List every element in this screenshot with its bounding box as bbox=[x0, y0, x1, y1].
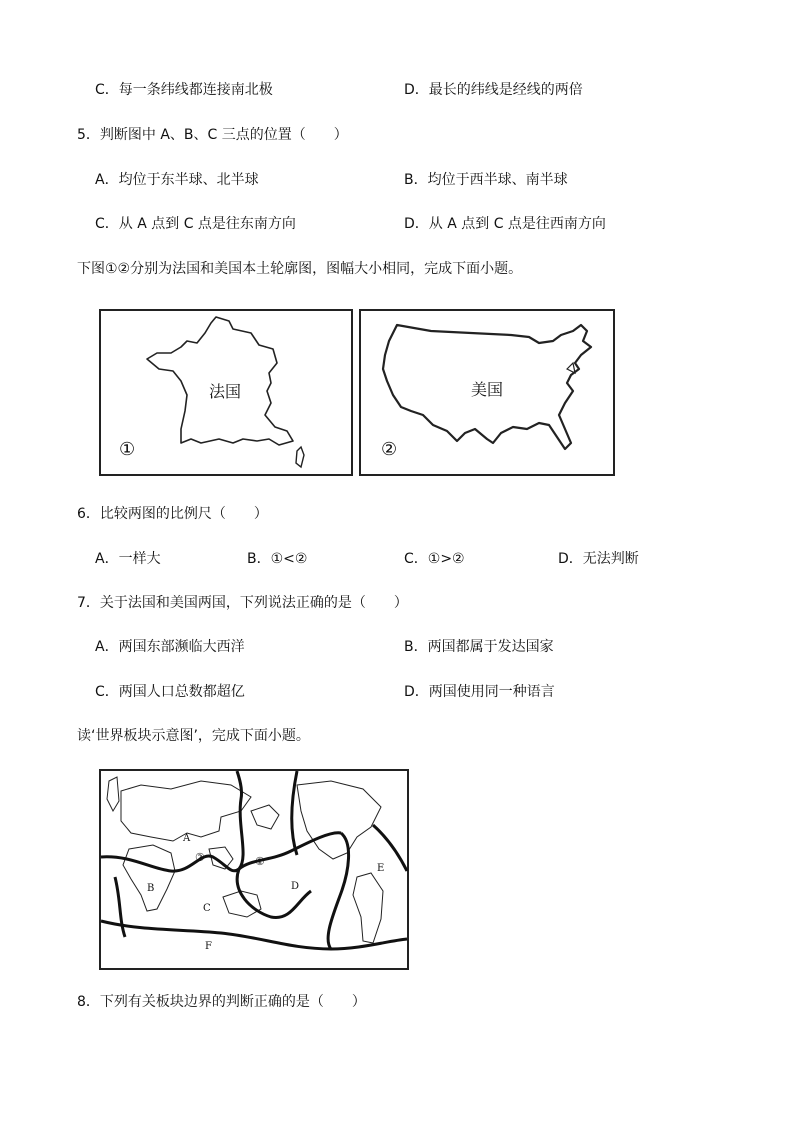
plates-intro: 读‘世界板块示意图’，完成下面小题。 bbox=[77, 728, 310, 744]
q5-option-a: A．均位于东半球、北半球 bbox=[95, 172, 259, 188]
q6-option-a: A．一样大 bbox=[95, 551, 161, 567]
q7-stem: 7．关于法国和美国两国，下列说法正确的是（ ） bbox=[77, 595, 408, 611]
usa-figure-number: ② bbox=[381, 439, 398, 460]
q4-option-d: D．最长的纬线是经线的两倍 bbox=[404, 82, 583, 98]
q4-option-c: C．每一条纬线都连接南北极 bbox=[95, 82, 273, 98]
q7-option-a: A．两国东部濒临大西洋 bbox=[95, 639, 245, 655]
q6-option-b: B．①<② bbox=[247, 551, 308, 567]
usa-label: 美国 bbox=[471, 380, 504, 399]
plate-label-a: A bbox=[183, 833, 191, 844]
plate-label-e: E bbox=[377, 863, 385, 874]
q5-option-b: B．均位于西半球、南半球 bbox=[404, 172, 568, 188]
plate-label-f: F bbox=[205, 941, 212, 952]
france-map bbox=[99, 309, 353, 476]
plate-label-d: D bbox=[291, 881, 300, 892]
plates-drawing bbox=[101, 771, 407, 968]
q5-option-d: D．从 A 点到 C 点是往西南方向 bbox=[404, 216, 606, 232]
q6-option-d: D．无法判断 bbox=[558, 551, 639, 567]
boundary-label-1: ① bbox=[255, 855, 265, 868]
world-plates-map bbox=[99, 769, 409, 970]
boundary-label-2: ② bbox=[195, 851, 205, 864]
q6-option-c: C．①>② bbox=[404, 551, 465, 567]
q6-stem: 6．比较两图的比例尺（ ） bbox=[77, 506, 268, 522]
q7-option-d: D．两国使用同一种语言 bbox=[404, 684, 555, 700]
q5-stem: 5．判断图中 A、B、C 三点的位置（ ） bbox=[77, 127, 348, 143]
q5-option-c: C．从 A 点到 C 点是往东南方向 bbox=[95, 216, 296, 232]
maps-intro: 下图①②分别为法国和美国本土轮廓图，图幅大小相同，完成下面小题。 bbox=[77, 261, 523, 277]
q7-option-b: B．两国都属于发达国家 bbox=[404, 639, 554, 655]
q7-option-c: C．两国人口总数都超亿 bbox=[95, 684, 245, 700]
plate-label-b: B bbox=[147, 883, 155, 894]
q8-stem: 8．下列有关板块边界的判断正确的是（ ） bbox=[77, 994, 366, 1010]
france-figure-number: ① bbox=[119, 439, 136, 460]
france-label: 法国 bbox=[209, 382, 242, 401]
plate-label-c: C bbox=[203, 903, 211, 914]
usa-map bbox=[359, 309, 615, 476]
